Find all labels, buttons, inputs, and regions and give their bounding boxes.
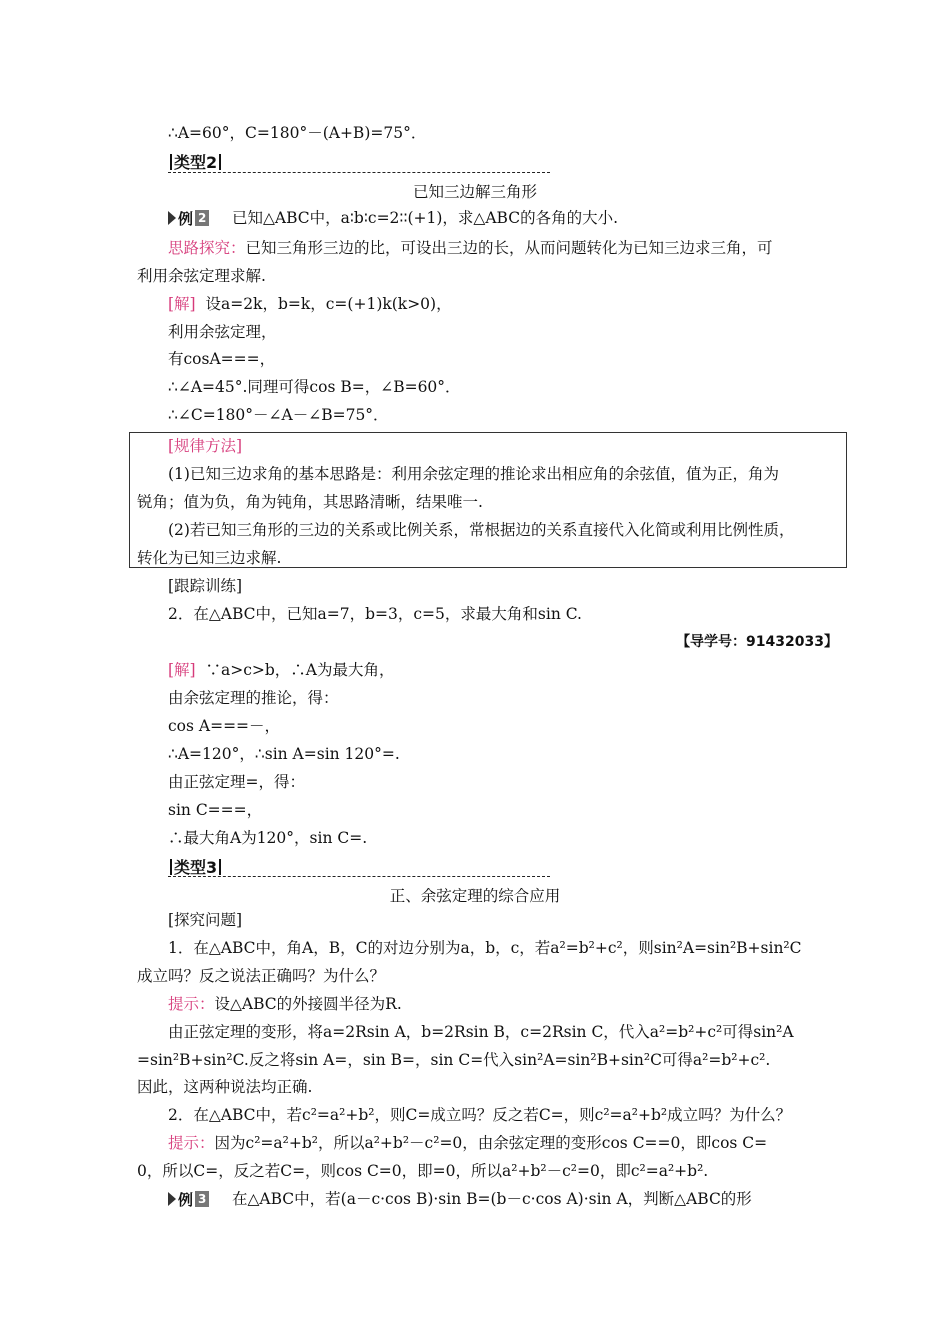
type3-divider: [168, 876, 550, 877]
tip-2: 提示：因为c²=a²+b²，所以a²+b²－c²=0，由余弦定理的变形cos C==0，即cos C=: [168, 1134, 768, 1152]
solution-line-3: 有cosA===，: [168, 350, 276, 368]
question-2: 2．在△ABC中，已知a=7，b=3，c=5，求最大角和sin C.: [168, 605, 582, 623]
type3-label: 类型3: [174, 858, 218, 877]
solution2-line-2: 由余弦定理的推论，得：: [168, 689, 339, 707]
triangle-arrow-icon: [168, 1192, 176, 1206]
method-line-1a: (1)已知三边求角的基本思路是：利用余弦定理的推论求出相应角的余弦值，值为正，角为: [168, 465, 779, 483]
explore-q1-line-5: 因此，这两种说法均正确.: [137, 1078, 313, 1096]
explore-q1-line-1: 1．在△ABC中，角A，B，C的对边分别为a，b，c，若a²=b²+c²，则sin²A=sin²B+sin²C: [168, 939, 802, 957]
solution2-line-7: ∴最大角A为120°，sin C=.: [168, 829, 368, 847]
example3-text: 在△ABC中，若(a－c·cos B)·sin B=(b－c·cos A)·sin A，判断△ABC的形: [232, 1190, 752, 1208]
example2-text: 已知△ABC中，a∶b∶c=2∶∶(+1)，求△ABC的各角的大小.: [232, 209, 619, 227]
heading-bar-icon: [170, 859, 172, 875]
explore-q2-line-3: 0，所以C=，反之若C=，则cos C=0，即=0，所以a²+b²－c²=0，即c²=a²+b².: [137, 1162, 709, 1180]
solution2-line-1: [解] ∵a>c>b，∴A为最大角，: [168, 661, 395, 679]
example2-badge: 例 2: [168, 209, 209, 227]
solution-line-5: ∴∠C=180°－∠A－∠B=75°．: [168, 406, 389, 424]
solution2-line-3: cos A===－，: [168, 717, 281, 735]
heading-bar-icon: [219, 859, 221, 875]
method-line-2a: (2)若已知三角形的三边的关系或比例关系，常根据边的关系直接代入化简或利用比例性质，: [168, 521, 795, 539]
method-line-2b: 转化为已知三边求解.: [137, 549, 282, 567]
type2-title: 已知三边解三角形: [412, 183, 537, 201]
method-line-1b: 锐角；值为负，角为钝角，其思路清晰，结果唯一.: [137, 493, 483, 511]
example3-badge: 例 3: [168, 1190, 209, 1208]
tracking-label: [跟踪训练]: [168, 577, 243, 595]
type2-label: 类型2: [174, 153, 218, 172]
type3-title: 正、余弦定理的综合应用: [389, 887, 561, 905]
tip-1: 提示：设△ABC的外接圆半径为R.: [168, 995, 402, 1013]
solution2-line-4: ∴A=120°，∴sin A=sin 120°=.: [168, 745, 400, 763]
hint-line-2: 利用余弦定理求解.: [137, 267, 266, 285]
guide-number: 【导学号：91432033】: [676, 634, 838, 650]
type2-heading: [168, 150, 223, 173]
solution-line-4: ∴∠A=45°.同理可得cos B=，∠B=60°．: [168, 378, 461, 396]
solution2-line-6: sin C===，: [168, 801, 263, 819]
triangle-arrow-icon: [168, 211, 176, 225]
type3-heading: [168, 855, 223, 878]
heading-bar-icon: [219, 154, 221, 170]
solution-line-2: 利用余弦定理，: [168, 323, 277, 341]
explore-q1-line-4: =sin²B+sin²C.反之将sin A=，sin B=，sin C=代入sin²A=sin²B+sin²C可得a²=b²+c².: [137, 1051, 771, 1069]
solution2-line-5: 由正弦定理=，得：: [168, 773, 305, 791]
line-angle-result: ∴A=60°，C=180°－(A+B)=75°．: [168, 124, 427, 142]
solution-line-1: [解] 设a=2k，b=k，c=(+1)k(k>0)，: [168, 295, 452, 313]
method-label: [规律方法]: [168, 437, 243, 455]
explore-q1-line-3: 由正弦定理的变形，将a=2Rsin A，b=2Rsin B，c=2Rsin C，代入a²=b²+c²可得sin²A: [168, 1023, 794, 1041]
explore-q1-line-2: 成立吗？反之说法正确吗？为什么？: [137, 967, 386, 985]
explore-q2-line-1: 2．在△ABC中，若c²=a²+b²，则C=成立吗？反之若C=，则c²=a²+b²成立吗？为什么？: [168, 1106, 792, 1124]
explore-label: [探究问题]: [168, 911, 243, 929]
type2-divider: [168, 172, 550, 173]
heading-bar-icon: [170, 154, 172, 170]
hint-line-1: 思路探究：已知三角形三边的比，可设出三边的长，从而问题转化为已知三边求三角，可: [168, 239, 773, 257]
